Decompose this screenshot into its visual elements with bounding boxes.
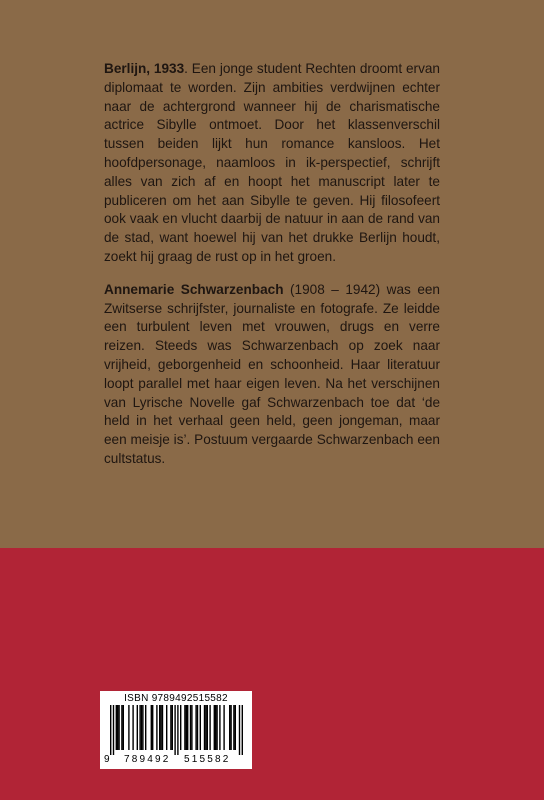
barcode-bar	[172, 705, 173, 750]
barcode-digit-first: 9	[104, 754, 110, 765]
barcode-bar	[139, 705, 140, 750]
barcode-bar	[151, 705, 152, 750]
author-name: Annemarie Schwarzenbach	[104, 281, 284, 297]
barcode-bar	[205, 705, 206, 750]
barcode-bar	[186, 705, 187, 750]
barcode-bar	[116, 705, 117, 750]
barcode-digits-left: 789492	[124, 754, 171, 765]
isbn-label: ISBN 9789492515582	[124, 693, 228, 704]
barcode-bar	[159, 705, 160, 750]
barcode-bar	[142, 705, 143, 750]
barcode-bar	[191, 705, 192, 750]
blurb-story: . Een jonge student Rechten droomt ervan diplomaat te worden. Zijn ambities verdwijnen echter naar de achtergrond wanneer hij de charismatische actrice Sibylle ontmoet. Door het klassenverschil tussen beiden lijkt hun romance kansloos. Het hoofdpersonage, naamloos in ik-perspectief, schrijft alles van zich af en hoopt het manuscript later te publiceren om het aan Sibylle te geven. Hij filosofeert ook vaak en vlucht daarbij de natuur in aan de rand van de stad, want hoewel hij van het drukke Berlijn houdt, zoekt hij graag de rust op in het groen.	[104, 61, 440, 264]
barcode-bars	[100, 705, 252, 755]
barcode-bar	[128, 705, 129, 750]
barcode-bar	[207, 705, 208, 750]
barcode-bar	[230, 705, 231, 750]
blurb-paragraph-author	[104, 281, 440, 469]
barcode-bar	[204, 705, 205, 750]
author-bio: (1908 – 1942) was een Zwitserse schrijfster, journaliste en fotografe. Ze leidde een turbulent leven met vrouwen, drugs en verre reizen. Steeds was Schwarzenbach op zoek naar vrijheid, geborgenheid en schoonheid. Haar literatuur loopt parallel met haar eigen leven. Na het verschijnen van Lyrische Novelle gaf Schwarzenbach toe dat ‘de held in het verhaal geen held, geen jongeman, maar een meisje is’. Postuum vergaarde Schwarzenbach een cultstatus.	[104, 281, 440, 466]
barcode-bar	[214, 705, 215, 750]
barcode-bar	[110, 705, 111, 755]
barcode-bar	[170, 705, 171, 750]
barcode-digits-right: 515582	[184, 754, 231, 765]
barcode-bar	[215, 705, 216, 750]
barcode-bar	[177, 705, 178, 755]
barcode-bar	[195, 705, 196, 750]
cover-bottom-panel	[0, 548, 544, 800]
blurb-text	[104, 60, 440, 483]
blurb-paragraph-story	[104, 60, 440, 267]
barcode-bar	[166, 705, 167, 750]
barcode-bar	[235, 705, 236, 750]
barcode-bar	[242, 705, 243, 755]
barcode-bar	[200, 705, 201, 750]
barcode-bar	[174, 705, 175, 755]
barcode-bar	[137, 705, 138, 750]
barcode-bar	[118, 705, 119, 750]
barcode-bar	[132, 705, 133, 750]
isbn-barcode	[100, 691, 252, 769]
barcode-bar	[184, 705, 185, 750]
barcode-bar	[180, 705, 181, 750]
barcode-bar	[123, 705, 124, 750]
barcode-bar	[209, 705, 210, 750]
barcode-bar	[141, 705, 142, 750]
barcode-bar	[160, 705, 161, 750]
barcode-bar	[162, 705, 163, 750]
barcode-bar	[216, 705, 217, 750]
barcode-bar	[219, 705, 220, 750]
barcode-bar	[190, 705, 191, 750]
barcode-bar	[152, 705, 153, 750]
barcode-bar	[156, 705, 157, 750]
barcode-bar	[229, 705, 230, 750]
barcode-bar	[223, 705, 224, 750]
barcode-bar	[121, 705, 122, 750]
barcode-bar	[197, 705, 198, 750]
barcode-bar	[233, 705, 234, 750]
blurb-setting: Berlijn, 1933	[104, 61, 185, 76]
barcode-bar	[187, 705, 188, 750]
barcode-bar	[239, 705, 240, 755]
barcode-bar	[113, 705, 114, 755]
barcode-bar	[117, 705, 118, 750]
barcode-bar	[145, 705, 146, 750]
